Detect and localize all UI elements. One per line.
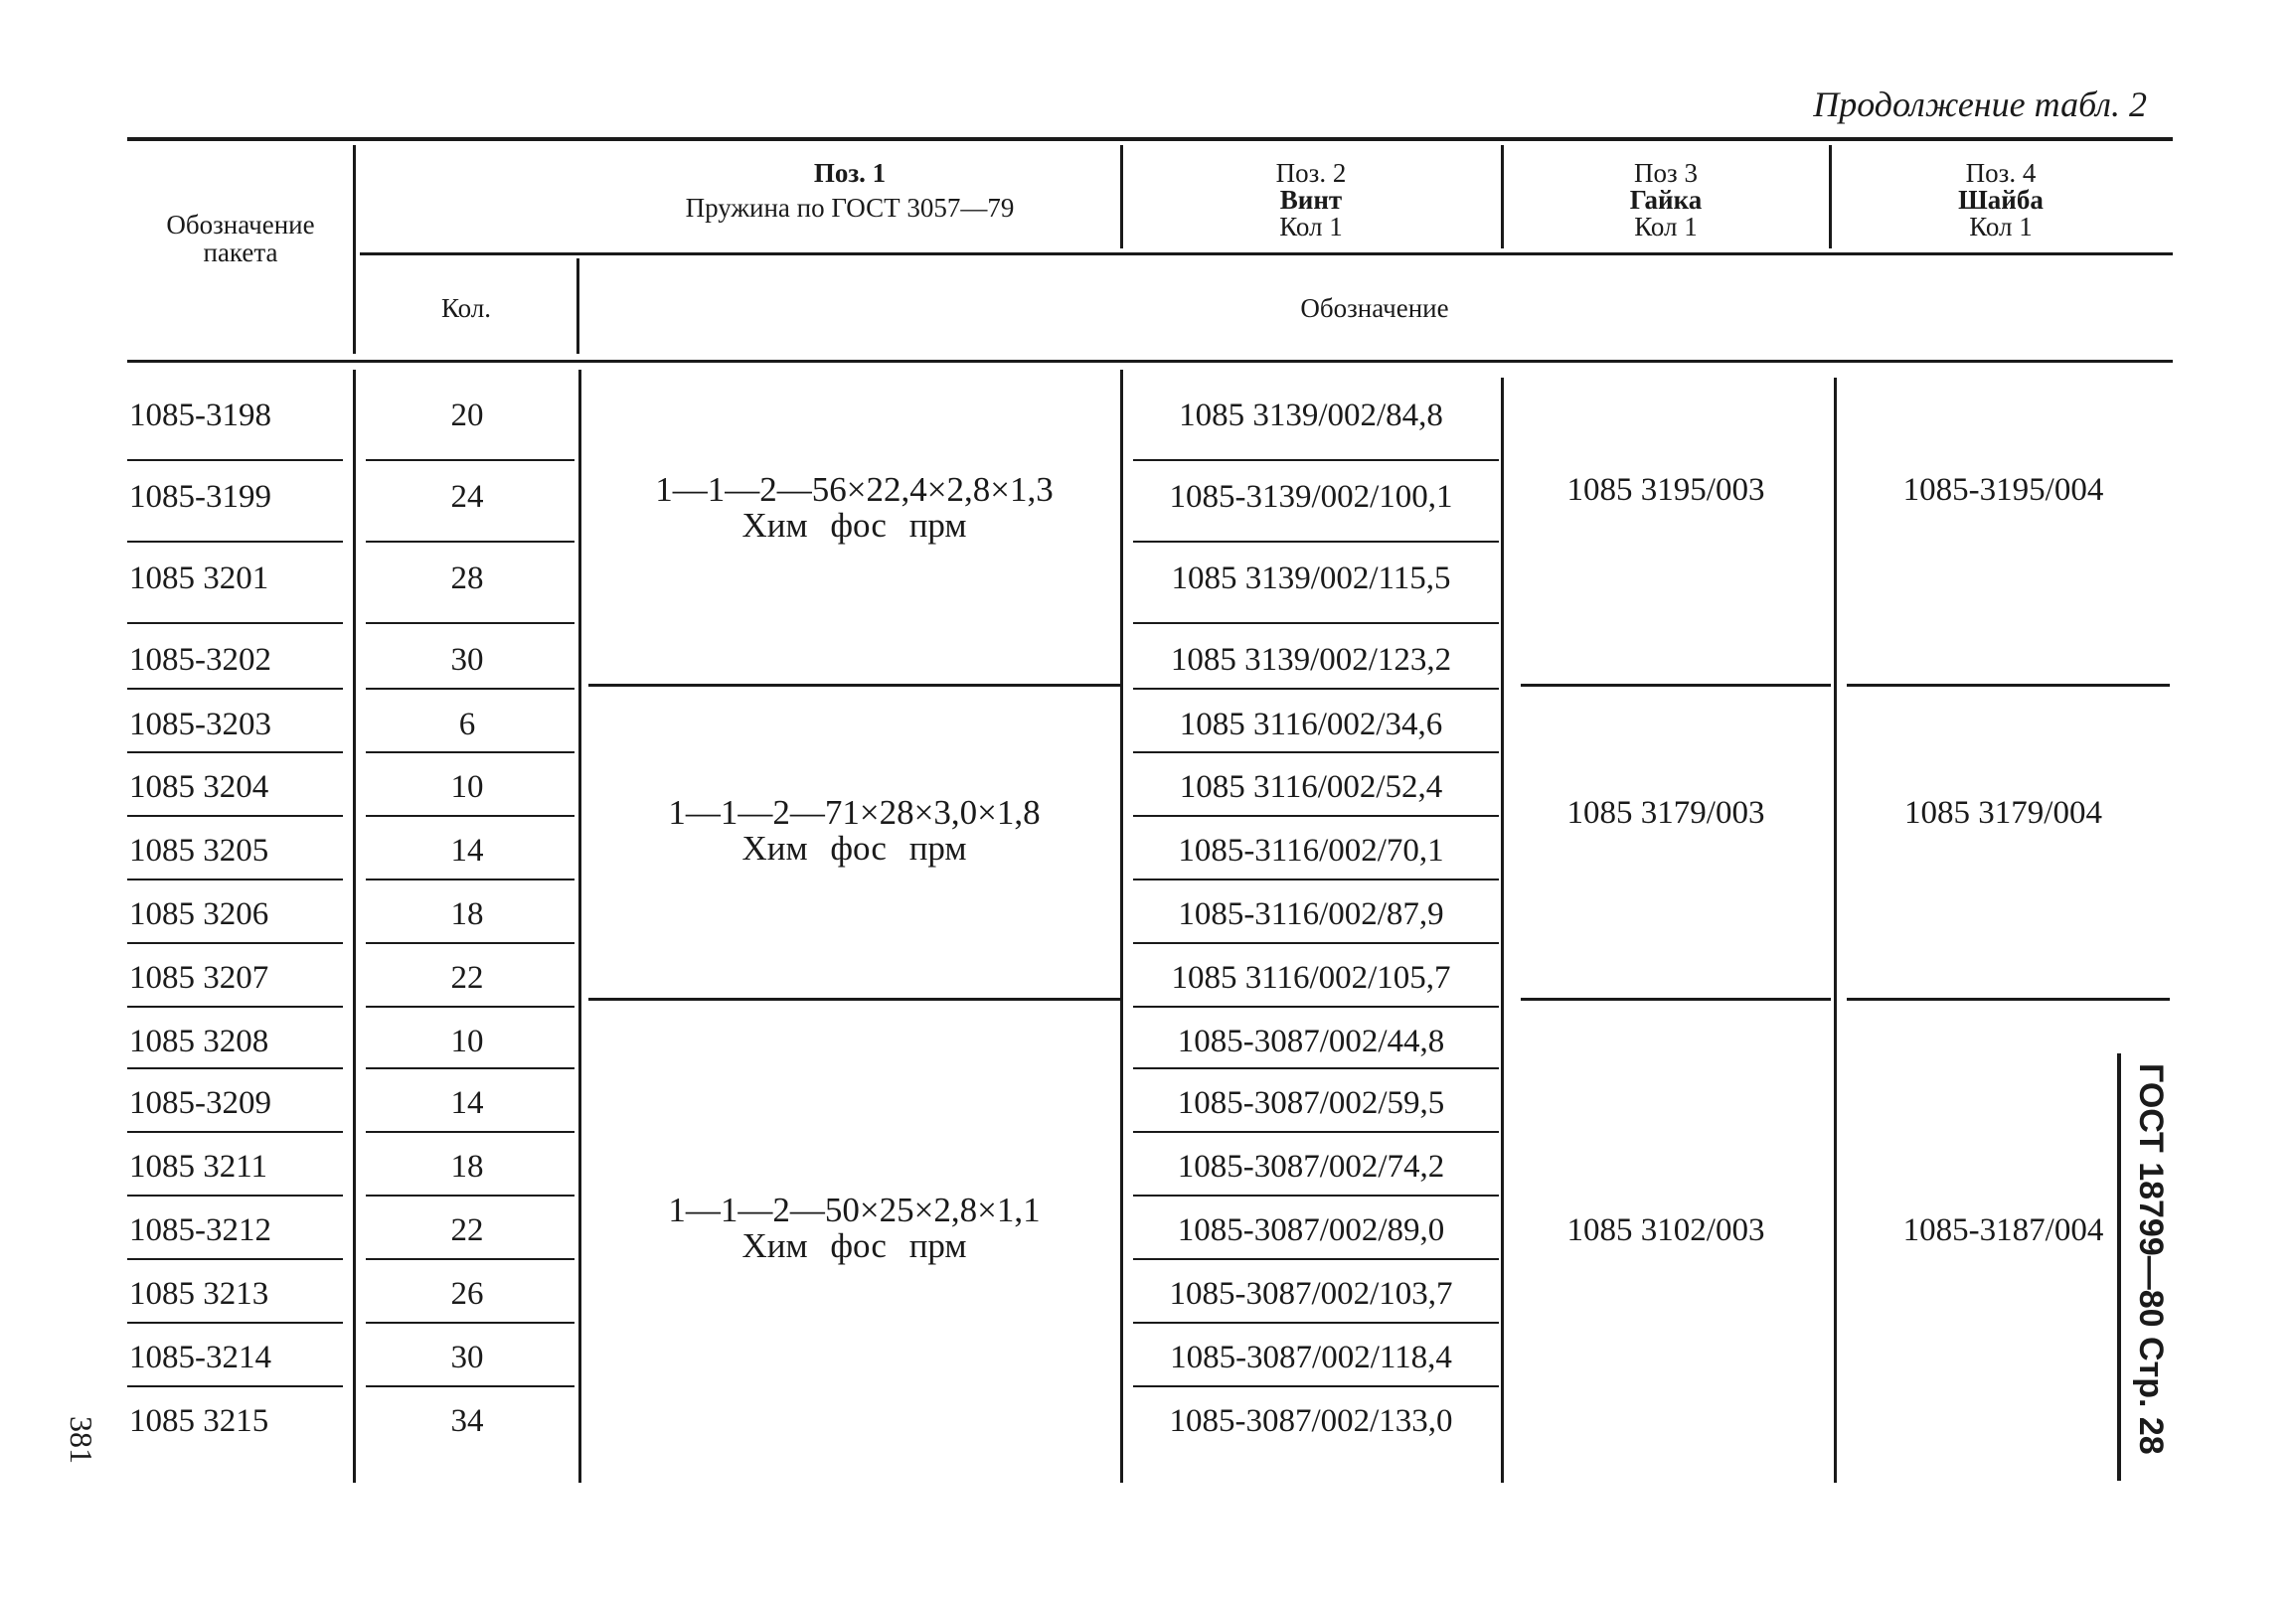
- row-rule: [366, 1131, 574, 1133]
- group-separator: [588, 998, 1120, 1001]
- packet-designation: 1085-3199: [129, 479, 271, 515]
- body-divider: [1834, 378, 1837, 1483]
- row-rule: [366, 879, 574, 880]
- row-rule: [366, 815, 574, 817]
- spring-qty: 14: [450, 833, 484, 869]
- packet-designation: 1085 3213: [129, 1276, 269, 1312]
- row-rule: [1133, 751, 1499, 753]
- header-pos2-qty: Кол 1: [1279, 212, 1343, 241]
- row-rule: [127, 1067, 343, 1069]
- group-separator: [1521, 998, 1831, 1001]
- packet-designation: 1085-3203: [129, 707, 271, 742]
- washer-designation: 1085 3179/004: [1904, 795, 2102, 831]
- screw-designation: 1085-3087/002/59,5: [1177, 1085, 1445, 1121]
- row-rule: [1133, 1067, 1499, 1069]
- screw-designation: 1085 3116/002/52,4: [1179, 769, 1443, 805]
- row-rule: [1133, 1006, 1499, 1008]
- screw-designation: 1085 3116/002/34,6: [1179, 707, 1443, 742]
- packet-designation: 1085-3202: [129, 642, 271, 678]
- row-rule: [1133, 688, 1499, 690]
- row-rule: [127, 541, 343, 543]
- row-rule: [127, 1385, 343, 1387]
- screw-designation: 1085-3116/002/70,1: [1178, 833, 1444, 869]
- header-pos3-title: Поз 3: [1634, 158, 1698, 188]
- washer-designation: 1085-3195/004: [1902, 472, 2104, 508]
- screw-designation: 1085-3139/002/100,1: [1169, 479, 1453, 515]
- spring-coating: Хим фос прм: [741, 506, 967, 545]
- header-designation: Обозначение: [1300, 293, 1449, 323]
- body-divider: [353, 370, 356, 1483]
- row-rule: [366, 459, 574, 461]
- row-rule: [366, 1258, 574, 1260]
- screw-designation: 1085-3087/002/133,0: [1169, 1403, 1453, 1439]
- nut-designation: 1085 3195/003: [1566, 472, 1765, 508]
- screw-designation: 1085 3139/002/115,5: [1171, 560, 1451, 596]
- washer-designation: 1085-3187/004: [1902, 1212, 2104, 1248]
- screw-designation: 1085-3087/002/74,2: [1177, 1149, 1445, 1185]
- group-separator: [1847, 684, 2170, 687]
- packet-designation: 1085 3201: [129, 560, 269, 596]
- row-rule: [366, 942, 574, 944]
- packet-designation: 1085 3208: [129, 1024, 269, 1059]
- row-rule: [366, 1067, 574, 1069]
- spring-qty: 22: [450, 960, 484, 996]
- spring-qty: 18: [450, 896, 484, 932]
- spring-qty: 30: [450, 1340, 484, 1375]
- row-rule: [1133, 1258, 1499, 1260]
- screw-designation: 1085-3087/002/103,7: [1169, 1276, 1453, 1312]
- header-bottom-rule: [127, 360, 2173, 363]
- packet-designation: 1085-3209: [129, 1085, 271, 1121]
- group-separator: [1847, 998, 2170, 1001]
- standard-side-label: ГОСТ 18799—80 Стр. 28: [2117, 1053, 2177, 1481]
- row-rule: [366, 1195, 574, 1197]
- row-rule: [127, 688, 343, 690]
- screw-designation: 1085 3139/002/123,2: [1170, 642, 1452, 678]
- packet-designation: 1085 3205: [129, 833, 269, 869]
- page-number: 381: [64, 1416, 99, 1464]
- row-rule: [366, 541, 574, 543]
- row-rule: [366, 622, 574, 624]
- row-rule: [1133, 1385, 1499, 1387]
- row-rule: [1133, 622, 1499, 624]
- body-divider: [1501, 378, 1504, 1483]
- row-rule: [127, 942, 343, 944]
- spring-qty: 18: [450, 1149, 484, 1185]
- spring-qty: 10: [450, 1024, 484, 1059]
- screw-designation: 1085-3116/002/87,9: [1178, 896, 1444, 932]
- screw-designation: 1085-3087/002/44,8: [1177, 1024, 1445, 1059]
- row-rule: [127, 1258, 343, 1260]
- header-pos3-qty: Кол 1: [1634, 212, 1698, 241]
- row-rule: [1133, 942, 1499, 944]
- packet-designation: 1085 3215: [129, 1403, 269, 1439]
- header-pos3-name: Гайка: [1629, 185, 1703, 215]
- row-rule: [366, 1006, 574, 1008]
- spring-qty: 26: [450, 1276, 484, 1312]
- spring-qty: 28: [450, 560, 484, 596]
- packet-designation: 1085 3207: [129, 960, 269, 996]
- spring-qty: 20: [450, 398, 484, 433]
- row-rule: [1133, 459, 1499, 461]
- header-pos2-title: Поз. 2: [1275, 158, 1347, 188]
- spring-qty: 24: [450, 479, 484, 515]
- row-rule: [366, 688, 574, 690]
- row-rule: [366, 1322, 574, 1324]
- group-separator: [1521, 684, 1831, 687]
- packet-designation: 1085 3211: [129, 1149, 268, 1185]
- table-top-rule: [127, 137, 2173, 141]
- header-packet: Обозначение пакета: [166, 210, 315, 267]
- nut-designation: 1085 3179/003: [1566, 795, 1765, 831]
- row-rule: [127, 1131, 343, 1133]
- header-qty: Кол.: [440, 293, 492, 323]
- spring-qty: 34: [450, 1403, 484, 1439]
- row-rule: [127, 622, 343, 624]
- row-rule: [127, 751, 343, 753]
- row-rule: [1133, 1195, 1499, 1197]
- spring-spec: 1—1—2—56×22,4×2,8×1,3: [655, 470, 1054, 509]
- row-rule: [1133, 541, 1499, 543]
- row-rule: [127, 1322, 343, 1324]
- spring-qty: 6: [458, 707, 476, 742]
- spring-qty: 22: [450, 1212, 484, 1248]
- spring-qty: 30: [450, 642, 484, 678]
- row-rule: [1133, 1322, 1499, 1324]
- screw-designation: 1085 3139/002/84,8: [1179, 398, 1443, 433]
- packet-designation: 1085-3198: [129, 398, 271, 433]
- row-rule: [1133, 815, 1499, 817]
- row-rule: [366, 1385, 574, 1387]
- header-pos1-title: Поз. 1: [813, 158, 887, 188]
- row-rule: [127, 1006, 343, 1008]
- screw-designation: 1085-3087/002/118,4: [1170, 1340, 1452, 1375]
- spring-qty: 14: [450, 1085, 484, 1121]
- header-pos4-qty: Кол 1: [1969, 212, 2033, 241]
- body-divider: [578, 370, 581, 1483]
- header-pos4-name: Шайба: [1958, 185, 2044, 215]
- packet-designation: 1085 3204: [129, 769, 269, 805]
- spring-coating: Хим фос прм: [741, 829, 967, 868]
- row-rule: [127, 1195, 343, 1197]
- header-pos2-name: Винт: [1279, 185, 1343, 215]
- screw-designation: 1085-3087/002/89,0: [1177, 1212, 1445, 1248]
- row-rule: [1133, 1131, 1499, 1133]
- row-rule: [127, 459, 343, 461]
- row-rule: [127, 879, 343, 880]
- spring-spec: 1—1—2—71×28×3,0×1,8: [668, 793, 1041, 832]
- row-rule: [366, 751, 574, 753]
- group-separator: [588, 684, 1120, 687]
- spring-coating: Хим фос прм: [741, 1226, 967, 1265]
- row-rule: [127, 815, 343, 817]
- row-rule: [1133, 879, 1499, 880]
- screw-designation: 1085 3116/002/105,7: [1171, 960, 1451, 996]
- header-pos4-title: Поз. 4: [1965, 158, 2037, 188]
- header-mid-rule: [360, 252, 2173, 255]
- header-pos1-sub: Пружина по ГОСТ 3057—79: [685, 193, 1015, 223]
- spring-spec: 1—1—2—50×25×2,8×1,1: [668, 1191, 1041, 1229]
- packet-designation: 1085 3206: [129, 896, 269, 932]
- table-continuation-caption: Продолжение табл. 2: [1813, 84, 2147, 124]
- packet-designation: 1085-3214: [129, 1340, 271, 1375]
- nut-designation: 1085 3102/003: [1566, 1212, 1765, 1248]
- spring-qty: 10: [450, 769, 484, 805]
- packet-designation: 1085-3212: [129, 1212, 271, 1248]
